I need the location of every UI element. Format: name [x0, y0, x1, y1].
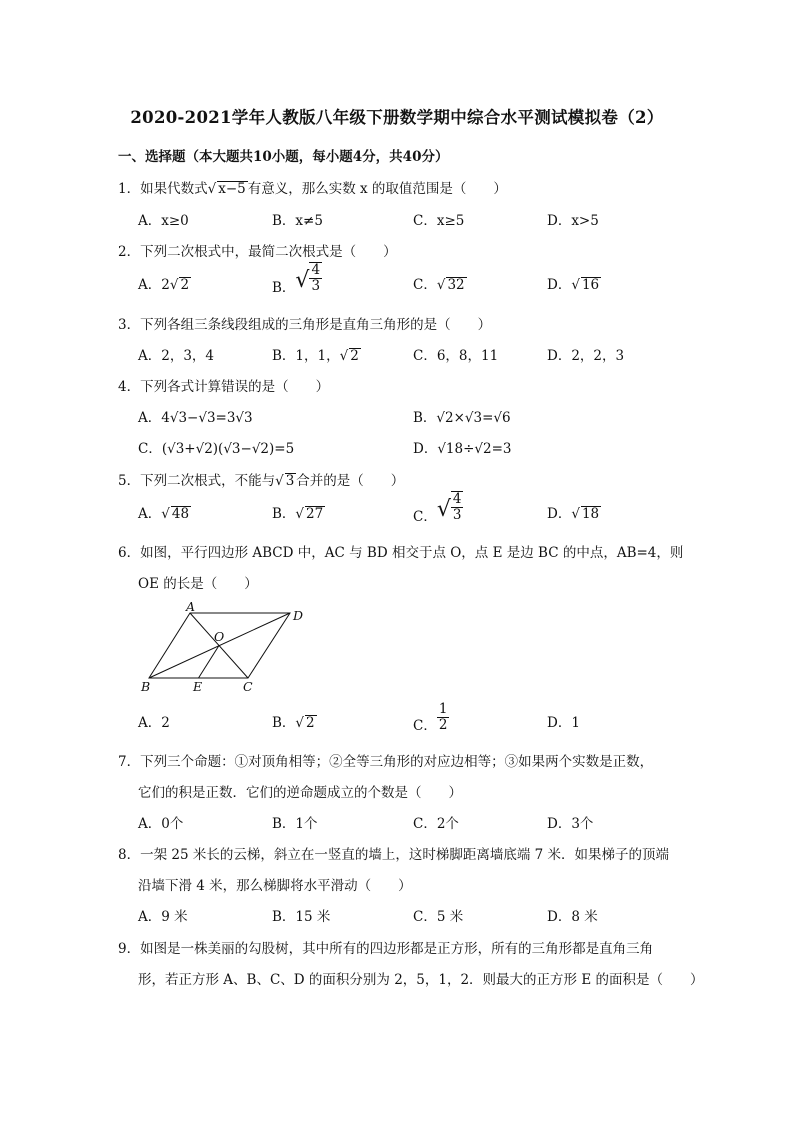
q1-option-a: A．x≥0	[138, 213, 189, 229]
sqrt-icon: √	[295, 715, 305, 731]
label-e: E	[193, 679, 203, 694]
q5-option-c-fraction	[451, 491, 464, 523]
q6-option-d: D．1	[547, 715, 580, 731]
q5-option-b	[272, 502, 325, 522]
q8-option-b: B．15 米	[272, 909, 331, 925]
q2-option-c-radicand: 32	[447, 277, 465, 293]
q6-option-b-radicand: 2	[306, 715, 315, 731]
q2-option-b-fraction	[309, 262, 322, 294]
question-7-line-1: 7．下列三个命题：①对顶角相等；②全等三角形的对应边相等；③如果两个实数是正数，	[118, 754, 654, 770]
question-8-line-2: 沿墙下滑 4 米，那么梯脚将水平滑动（ ）	[138, 878, 412, 894]
q8-option-c: C．5 米	[413, 909, 464, 925]
question-2: 2．下列二次根式中，最简二次根式是（ ）	[118, 244, 397, 260]
q8-option-a: A．9 米	[138, 909, 188, 925]
question-9-line-2: 形，若正方形 A、B、C、D 的面积分别为 2，5，1，2．则最大的正方形 E 的面积是（ ）	[138, 972, 704, 988]
q2-option-b-denominator: 3	[311, 277, 321, 294]
q3-option-c: C．6，8，11	[413, 348, 499, 364]
q1-option-d: D．x>5	[547, 213, 599, 229]
sqrt-icon: √	[339, 348, 349, 364]
section-heading: 一、选择题（本大题共10小题，每小题4分，共40分）	[118, 149, 449, 165]
question-1	[118, 177, 507, 197]
question-1-prefix: 1．如果代数式	[118, 181, 208, 197]
question-1-radicand: x−5	[218, 181, 246, 197]
sqrt-icon: √	[169, 277, 179, 293]
q7-option-a: A．0个	[138, 816, 184, 832]
question-5-radicand: 3	[285, 473, 295, 489]
q4-option-d: D．√18÷√2=3	[413, 441, 512, 457]
q2-option-d	[547, 273, 601, 293]
question-4: 4．下列各式计算错误的是（ ）	[118, 379, 330, 395]
q4-option-c: C．(√3+√2)(√3−√2)=5	[138, 441, 295, 457]
q4-option-b: B．√2×√3=√6	[413, 410, 511, 426]
q5-option-a	[138, 502, 191, 522]
q5-option-d-label: D．	[547, 506, 572, 522]
question-3: 3．下列各组三条线段组成的三角形是直角三角形的是（ ）	[118, 317, 492, 333]
q6-option-c-label: C．	[413, 717, 437, 734]
q1-option-b: B．x≠5	[272, 213, 323, 229]
q5-option-c	[413, 491, 463, 526]
q2-option-b-label: B．	[272, 280, 296, 297]
label-d: D	[293, 608, 304, 623]
q5-option-a-radicand: 48	[171, 506, 190, 522]
sqrt-icon: √	[161, 506, 170, 522]
q2-option-a-radicand: 2	[180, 277, 190, 293]
q5-option-a-label: A．	[138, 506, 162, 522]
sqrt-icon: √	[571, 277, 580, 293]
q5-option-d-radicand: 18	[581, 506, 600, 522]
q6-option-c-denominator: 2	[438, 716, 448, 733]
question-9-line-1: 9．如图是一株美丽的勾股树，其中所有的四边形都是正方形，所有的三角形都是直角三角	[118, 941, 654, 957]
q2-option-b-numerator: 4	[311, 262, 321, 278]
question-6-line-2: OE 的长是（ ）	[138, 576, 258, 592]
q4-option-a: A．4√3−√3=3√3	[138, 410, 253, 426]
q2-option-a	[138, 273, 191, 293]
question-5	[118, 469, 404, 489]
sqrt-icon: √	[571, 506, 580, 522]
sqrt-icon: √	[275, 473, 284, 489]
question-7-line-2: 它们的积是正数．它们的逆命题成立的个数是（ ）	[138, 785, 462, 801]
q5-option-c-label: C．	[413, 509, 437, 526]
q6-option-a: A．2	[138, 715, 170, 731]
q3-option-b-label: B．1，1，	[272, 348, 340, 364]
q7-option-b: B．1个	[272, 816, 318, 832]
q5-option-d	[547, 502, 601, 522]
q5-option-c-denominator: 3	[452, 506, 462, 523]
question-8-line-1: 8．一架 25 米长的云梯，斜立在一竖直的墙上，这时梯脚距离墙底端 7 米．如果梯子的顶端	[118, 847, 670, 863]
q3-option-b	[272, 344, 361, 364]
q2-option-c	[413, 273, 467, 293]
sqrt-icon: √	[436, 497, 451, 523]
parallelogram-figure	[138, 600, 313, 695]
q2-option-a-label: A．2	[138, 277, 170, 293]
q3-option-d: D．2，2，3	[547, 348, 625, 364]
question-5-prefix: 5．下列二次根式，不能与	[118, 473, 276, 489]
q2-option-b	[272, 262, 322, 297]
question-6-line-1: 6．如图，平行四边形 ABCD 中，AC 与 BD 相交于点 O，点 E 是边 BC 的中点，AB=4，则	[118, 545, 684, 561]
label-c: C	[243, 679, 253, 694]
label-b: B	[141, 679, 151, 694]
q6-option-c-numerator: 1	[438, 701, 448, 717]
q5-option-b-label: B．	[272, 506, 296, 522]
q7-option-c: C．2个	[413, 816, 459, 832]
q6-option-b-label: B．	[272, 715, 296, 731]
q1-option-c: C．x≥5	[413, 213, 465, 229]
question-1-suffix: 有意义，那么实数 x 的取值范围是（ ）	[247, 181, 507, 197]
q7-option-d: D．3个	[547, 816, 594, 832]
sqrt-icon: √	[436, 277, 446, 293]
page-title: 2020-2021学年人教版八年级下册数学期中综合水平测试模拟卷（2）	[130, 108, 664, 127]
sqrt-icon: √	[295, 268, 310, 294]
q6-option-c	[413, 702, 449, 733]
q5-option-b-radicand: 27	[306, 506, 324, 522]
q6-option-b	[272, 711, 317, 731]
q6-option-c-fraction	[437, 702, 450, 733]
q8-option-d: D．8 米	[547, 909, 598, 925]
q5-option-c-numerator: 4	[452, 491, 462, 507]
question-5-suffix: 合并的是（ ）	[296, 473, 405, 489]
q3-option-a: A．2，3，4	[138, 348, 215, 364]
sqrt-icon: √	[207, 181, 217, 197]
label-o: O	[214, 629, 225, 644]
sqrt-icon: √	[295, 506, 305, 522]
label-a: A	[186, 600, 196, 614]
q2-option-d-label: D．	[547, 277, 572, 293]
q3-option-b-radicand: 2	[350, 348, 359, 364]
q2-option-c-label: C．	[413, 277, 437, 293]
q2-option-d-radicand: 16	[581, 277, 600, 293]
